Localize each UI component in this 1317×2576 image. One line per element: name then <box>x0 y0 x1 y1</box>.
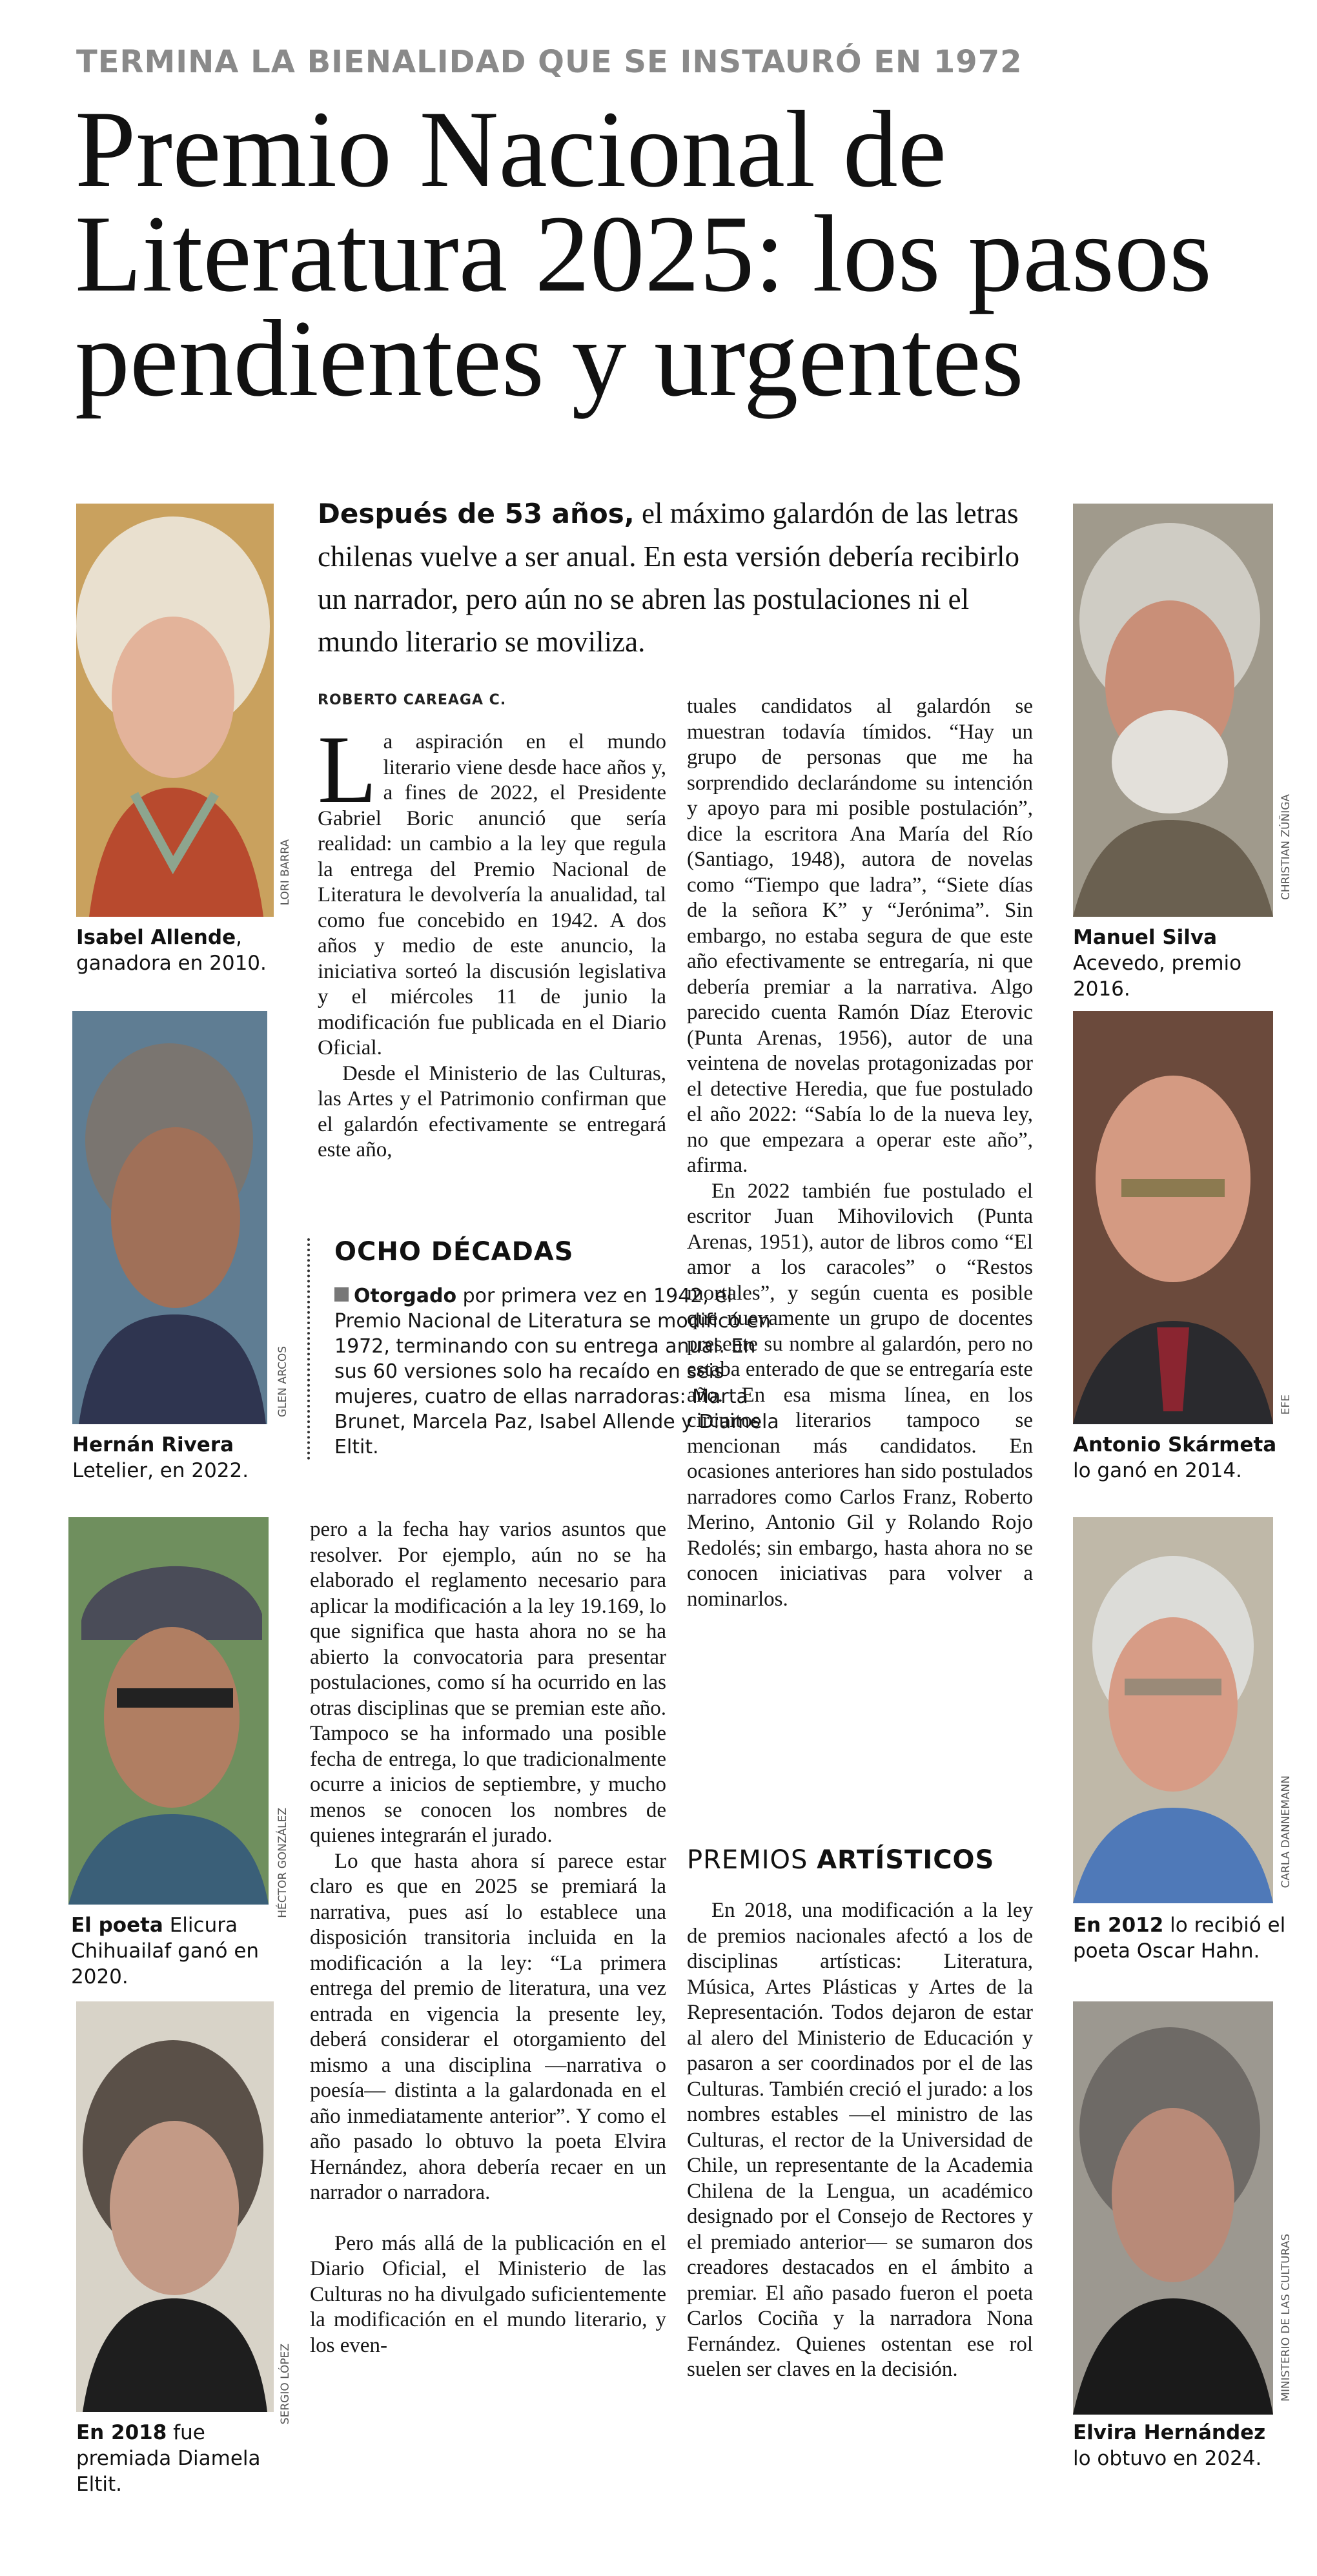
photo-hernan-rivera <box>72 1011 267 1424</box>
photo-caption: En 2018 fue premiada Diamela Eltit. <box>76 2421 261 2496</box>
lead-bold: Después de 53 años, <box>318 498 635 529</box>
body-paragraph: Desde el Ministerio de las Culturas, las Artes y el Patrimonio confirman que el galardón efectivamente se entregará este año, <box>318 1061 666 1161</box>
headline-line-1: Premio Nacional de <box>75 88 947 210</box>
body-paragraph: En 2022 también fue postulado el escritor Juan Mihovilovich (Punta Arenas, 1951), autor de libros como “El amor a los caracoles” o “Restos mortales”, y según cuenta es posible que nuevamente un grupo de docentes presente su nombre al galardón, pero no estaba enterado de que se entregaría este año. En esa misma línea, en los circuitos literarios tampoco se mencionan más candidatos. En ocasiones anteriores han sido postulados narradores como Carlos Franz, Roberto Merino, Antonio Gil y Rolando Rojo Redolés; sin embargo, hasta ahora no se conocen iniciativas para volver a nominarlos. <box>687 1179 1033 1611</box>
body-paragraph: En 2018, una modificación a la ley de premios nacionales afectó a los de disciplinas artísticas: Literatura, Música, Artes Plásticas y Artes de la Representación. Todos dejaron de estar al alero del Ministerio de Educación y pasaron a ser coordinados por el de las Culturas. También creció el jurado: a los nombres estables —el ministro de las Culturas, el rector de la Universidad de Chile, un representante de la Academia Chilena de la Lengua, un académico designado por el Consejo de Rectores y el premiado anterior— se sumaron dos creadores destacados en el ámbito a premiar. El año pasado fueron el poeta Carlos Cociña y la narradora Nona Fernández. Quienes ostentan ese rol suelen ser claves en la decisión. <box>687 1899 1033 2381</box>
photo-isabel-allende <box>76 504 274 917</box>
body-paragraph: Pero más allá de la publicación en el Diario Oficial, el Ministerio de las Culturas no ha divulgado suficientemente la modificación en el mundo literario, y los even- <box>310 2231 666 2357</box>
dropcap: L <box>318 730 377 823</box>
box-body: Otorgado por primera vez en 1942, el Premio Nacional de Literatura se modificó en 1972, terminando con su entrega anual. En sus 60 versiones solo ha recaído en seis mujeres, cuatro de ellas narradoras: Marta Brunet, Marcela Paz, Isabel Allende y Diamela Eltit. <box>334 1285 779 1458</box>
headline-line-3: pendientes y urgentes <box>75 298 1024 419</box>
byline: ROBERTO CAREAGA C. <box>318 692 507 708</box>
box-title: OCHO DÉCADAS <box>334 1237 574 1267</box>
photo-credit: LORI BARRA <box>279 839 292 906</box>
photo-diamela-eltit <box>76 2001 274 2412</box>
photo-oscar-hahn <box>1073 1517 1273 1903</box>
body-column-3-top <box>687 694 1033 1830</box>
lead-paragraph <box>318 492 1028 663</box>
subheading: PREMIOS ARTÍSTICOS <box>687 1845 995 1875</box>
photo-elvira-hernandez <box>1073 2001 1273 2415</box>
photo-caption: Manuel Silva Acevedo, premio 2016. <box>1073 926 1242 1001</box>
photo-caption: Isabel Allende, ganadora en 2010. <box>76 926 267 975</box>
photo-caption: Hernán Rivera Letelier, en 2022. <box>72 1433 249 1482</box>
photo-credit: HÉCTOR GONZÁLEZ <box>276 1808 289 1918</box>
photo-caption: Antonio Skármeta lo ganó en 2014. <box>1073 1433 1277 1482</box>
body-paragraph: Lo que hasta ahora sí parece estar claro es que en 2025 se premiará la narrativa, pues así lo establece una disposición transitoria incluida en la modificación a la ley: “La primera entrega del premio de literatura, una vez entrada en vigencia la presente ley, deberá considerar el otorgamiento del mismo a una disciplina —narrativa o poesía— distinta a la galardonada en el año inmediatamente anterior”. Y como el año pasado lo obtuvo la poeta Elvira Hernández, ahora debería recaer en un narrador o narradora. <box>310 1849 666 2204</box>
photo-antonio-skarmeta <box>1073 1011 1273 1424</box>
headline <box>75 88 1289 419</box>
body-column-3-bottom <box>687 1898 1033 2499</box>
photo-credit: SERGIO LÓPEZ <box>279 2344 292 2425</box>
photo-caption: En 2012 lo recibió el poeta Oscar Hahn. <box>1073 1914 1286 1963</box>
body-paragraph: La aspiración en el mundo literario viene desde hace años y, a fines de 2022, el Presidente Gabriel Boric anunció que sería realidad: un cambio a la ley que regula la entrega del Premio Nacional de Literatura le devolvería la anualidad, tal como fue concebido en 1942. A dos años y medio de este anuncio, la iniciativa sorteó la discusión legislativa y el miércoles 11 de junio la modificación fue publicada en el Diario Oficial. <box>318 730 666 1059</box>
photo-credit: GLEN ARCOS <box>276 1346 289 1418</box>
body-column-2-top <box>318 730 666 1220</box>
photo-credit: CHRISTIAN ZÚÑIGA <box>1280 794 1292 901</box>
photo-credit: CARLA DANNEMANN <box>1280 1775 1292 1888</box>
photo-elicura-chihuailaf <box>68 1517 269 1905</box>
headline-line-2: Literatura 2025: los pasos <box>75 193 1212 314</box>
kicker: TERMINA LA BIENALIDAD QUE SE INSTAURÓ EN 1972 <box>76 44 1023 80</box>
photo-credit: EFE <box>1280 1395 1292 1415</box>
lead-text: el máximo galardón de las letras chilenas vuelve a ser anual. En esta versión debería recibirlo un narrador, pero aún no se abren las postulaciones ni el mundo literario se moviliza. <box>318 497 1020 658</box>
photo-caption: El poeta Elicura Chihuailaf ganó en 2020. <box>71 1914 260 1988</box>
photo-manuel-silva <box>1073 504 1273 917</box>
bullet-square-icon <box>334 1287 349 1302</box>
body-column-2-bottom <box>310 1517 666 2499</box>
photo-caption: Elvira Hernández lo obtuvo en 2024. <box>1073 2421 1266 2470</box>
body-paragraph: pero a la fecha hay varios asuntos que resolver. Por ejemplo, aún no se ha elaborado el reglamento necesario para aplicar la modificación a la ley 19.169, lo que significa que hasta ahora no se ha abierto la convocatoria para presentar postulaciones, como sí ha ocurrido en las otras disciplinas que se premian este año. Tampoco se ha informado una posible fecha de entrega, lo que tradicionalmente ocurre a inicios de septiembre, y mucho menos se conocen los nombres de quienes integrarán el jurado. <box>310 1518 666 1847</box>
body-paragraph: tuales candidatos al galardón se muestran todavía tímidos. “Hay un grupo de personas que me ha sorprendido declarándome su intención y apoyo para mi posible postulación”, dice la escritora Ana María del Río (Santiago, 1948), autora de novelas como “Tiempo que ladra”, “Siete días de la señora K” y “Jerónima”. Sin embargo, no estaba segura de que este año efectivamente se entregaría, ni que debería premiar a la narrativa. Algo parecido cuenta Ramón Díaz Eterovic (Punta Arenas, 1956), autor de una veintena de novelas protagonizadas por el detective Heredia, que fue postulado el año 2022: “Sabía lo de la nueva ley, no que empezara a operar este año”, afirma. <box>687 695 1033 1177</box>
photo-credit: MINISTERIO DE LAS CULTURAS <box>1280 2234 1292 2402</box>
